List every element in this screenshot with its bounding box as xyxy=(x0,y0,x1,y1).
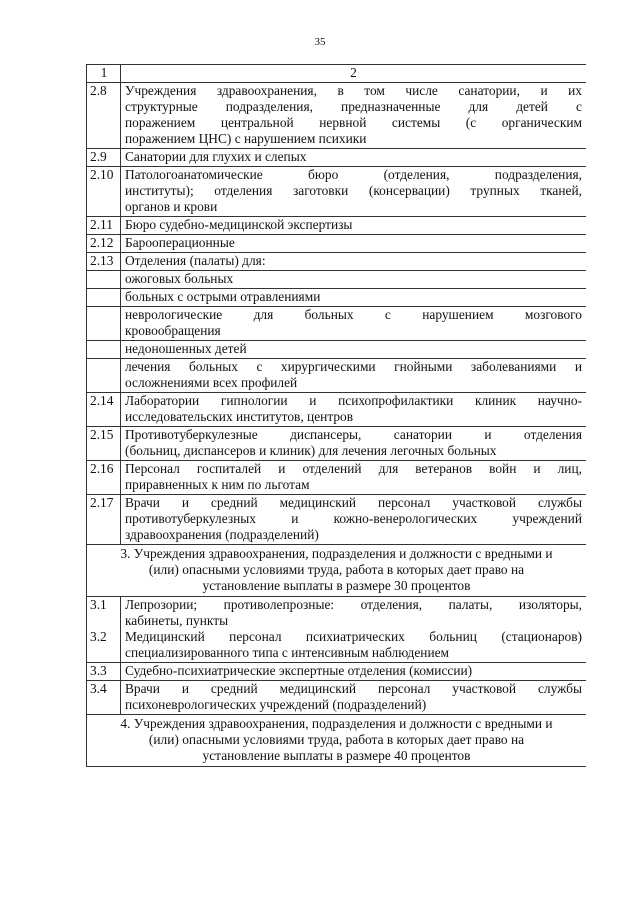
row-line: Санатории для глухих и слепых xyxy=(125,149,307,164)
row-line: Персонал госпиталей и отделений для ветеранов войн и лиц, xyxy=(125,461,582,476)
allowance-table xyxy=(86,64,586,767)
table-row xyxy=(87,597,587,663)
table-row xyxy=(87,235,587,253)
table-row xyxy=(87,149,587,167)
row-description xyxy=(121,149,587,167)
table-row xyxy=(87,271,587,289)
row-description xyxy=(121,495,587,545)
row-line: поражением ЦНС) с нарушением психики xyxy=(125,131,367,146)
row-number xyxy=(87,341,121,359)
table-row xyxy=(87,681,587,715)
row-line: Врачи и средний медицинский персонал участковой службы xyxy=(125,681,582,696)
row-line: Медицинский персонал психиатрических больниц (стационаров) xyxy=(125,629,582,644)
row-line: неврологические для больных с нарушением мозгового xyxy=(125,307,582,322)
table-row xyxy=(87,341,587,359)
row-line: Бароoперационные xyxy=(125,235,235,250)
row-line: поражением центральной нервной системы (с органическим xyxy=(125,115,582,130)
row-number: 3.3 xyxy=(87,663,121,681)
table-row xyxy=(87,393,587,427)
row-description xyxy=(121,83,587,149)
row-line: недоношенных детей xyxy=(125,341,247,356)
row-line: структурные подразделения, предназначенные для детей с xyxy=(125,99,582,114)
section-heading-line: 4. Учреждения здравоохранения, подразделения и должности с вредными и xyxy=(120,716,553,731)
row-line: Бюро судебно-медицинской экспертизы xyxy=(125,217,353,232)
spacer xyxy=(90,613,118,629)
section-heading-row xyxy=(87,545,587,597)
table-row xyxy=(87,289,587,307)
table-row xyxy=(87,167,587,217)
row-description xyxy=(121,359,587,393)
section-heading-line: установление выплаты в размере 40 процентов xyxy=(202,748,471,763)
table-row xyxy=(87,253,587,271)
row-line: Судебно-психиатрические экспертные отделения (комиссии) xyxy=(125,663,473,678)
row-line: исследовательских институтов, центров xyxy=(125,409,354,424)
row-description xyxy=(121,663,587,681)
row-number: 2.12 xyxy=(87,235,121,253)
row-number: 2.9 xyxy=(87,149,121,167)
row-line: больных с острыми отравлениями xyxy=(125,289,321,304)
section-heading-line: установление выплаты в размере 30 процентов xyxy=(202,578,471,593)
table-row xyxy=(87,495,587,545)
row-number xyxy=(87,307,121,341)
table-row xyxy=(87,359,587,393)
row-description xyxy=(121,167,587,217)
row-description xyxy=(121,341,587,359)
section-heading-line: 3. Учреждения здравоохранения, подразделения и должности с вредными и xyxy=(120,546,553,561)
row-description xyxy=(121,235,587,253)
row-description xyxy=(121,427,587,461)
row-line: здравоохранения (подразделений) xyxy=(125,527,319,542)
row-number: 2.15 xyxy=(87,427,121,461)
row-number: 2.11 xyxy=(87,217,121,235)
row-line: Патологоанатомические бюро (отделения, подразделения, xyxy=(125,167,582,182)
row-number: 2.14 xyxy=(87,393,121,427)
row-description xyxy=(121,393,587,427)
row-description xyxy=(121,597,587,663)
page-number: 35 xyxy=(314,36,326,48)
row-number xyxy=(87,271,121,289)
row-number: 2.10 xyxy=(87,167,121,217)
table-row xyxy=(87,217,587,235)
row-description xyxy=(121,271,587,289)
section-heading-row xyxy=(87,715,587,767)
row-number: 2.8 xyxy=(87,83,121,149)
row-line: психоневрологических учреждений (подразделений) xyxy=(125,697,427,712)
row-description xyxy=(121,681,587,715)
section-heading-line: (или) опасными условиями труда, работа в которых дает право на xyxy=(148,732,525,747)
header-col-number: 1 xyxy=(87,65,121,83)
table-row xyxy=(87,427,587,461)
table-row xyxy=(87,307,587,341)
table-row xyxy=(87,461,587,495)
row-line: органов и крови xyxy=(125,199,218,214)
row-description xyxy=(121,253,587,271)
section-3-heading xyxy=(87,545,587,597)
row-description xyxy=(121,307,587,341)
table-header-row xyxy=(87,65,587,83)
table-row xyxy=(87,663,587,681)
row-number xyxy=(87,359,121,393)
row-line: (больниц, диспансеров и клиник) для лечения легочных больных xyxy=(125,443,497,458)
row-number xyxy=(87,597,121,663)
row-description xyxy=(121,217,587,235)
row-line: лечения больных с хирургическими гнойными заболеваниями и xyxy=(125,359,582,374)
row-description xyxy=(121,289,587,307)
header-col-description: 2 xyxy=(121,65,587,83)
row-line: кровообращения xyxy=(125,323,221,338)
row-line: противотуберкулезных и кожно-венерологических учреждений xyxy=(125,511,582,526)
row-description xyxy=(121,461,587,495)
row-line: приравненных к ним по льготам xyxy=(125,477,310,492)
row-number-3-2: 3.2 xyxy=(90,629,107,644)
row-line: Врачи и средний медицинский персонал участковой службы xyxy=(125,495,582,510)
section-heading-line: (или) опасными условиями труда, работа в которых дает право на xyxy=(148,562,525,577)
table-row xyxy=(87,83,587,149)
row-number: 2.13 xyxy=(87,253,121,271)
row-line: кабинеты, пункты xyxy=(125,613,229,628)
row-line: институты); отделения заготовки (консервации) трупных тканей, xyxy=(125,183,582,198)
row-number: 2.16 xyxy=(87,461,121,495)
row-number-3-1: 3.1 xyxy=(90,597,107,612)
row-line: Лепрозории; противолепрозные: отделения, палаты, изоляторы, xyxy=(125,597,582,612)
row-line: Учреждения здравоохранения, в том числе санатории, и их xyxy=(125,83,582,98)
row-number: 2.17 xyxy=(87,495,121,545)
row-line: Лаборатории гипнологии и психопрофилактики клиник научно- xyxy=(125,393,582,408)
row-number xyxy=(87,289,121,307)
row-number: 3.4 xyxy=(87,681,121,715)
section-4-heading xyxy=(87,715,587,767)
row-line: осложнениями всех профилей xyxy=(125,375,298,390)
row-line: Противотуберкулезные диспансеры, санатории и отделения xyxy=(125,427,582,442)
row-line: Отделения (палаты) для: xyxy=(125,253,266,268)
row-line: специализированного типа с интенсивным наблюдением xyxy=(125,645,450,660)
row-line: ожоговых больных xyxy=(125,271,234,286)
